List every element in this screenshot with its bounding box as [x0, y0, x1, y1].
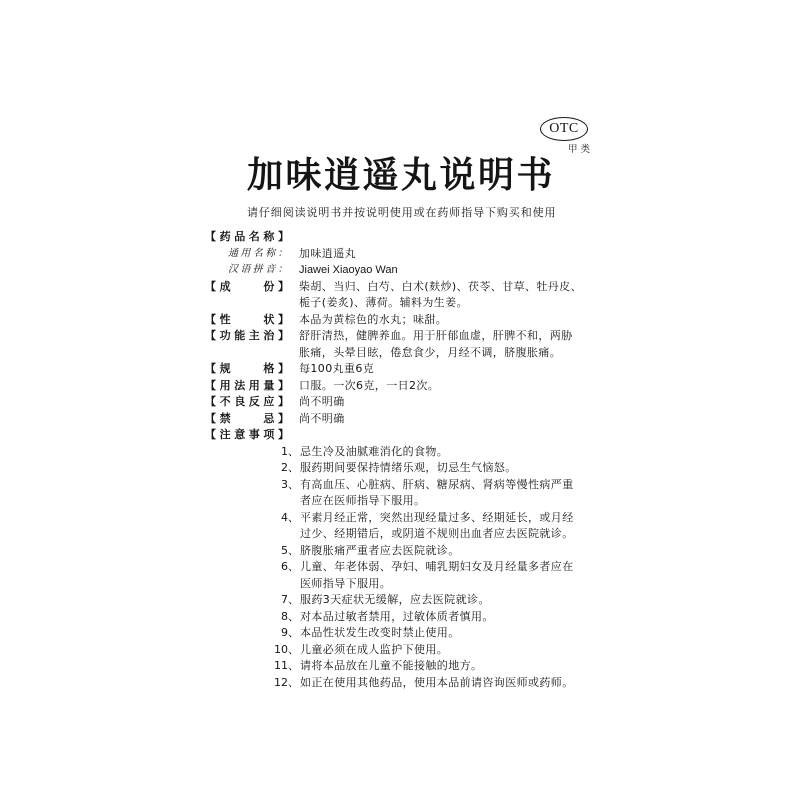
precaution-number: 2、 — [281, 461, 299, 474]
document-subtitle: 请仔细阅读说明书并按说明使用或在药师指导下购买和使用 — [247, 206, 557, 219]
precaution-item — [0, 444, 800, 461]
precaution-item — [0, 658, 800, 675]
precaution-item — [0, 675, 800, 692]
generic-name-row — [0, 246, 800, 263]
precaution-line: 服药期间要保持情绪乐观，切忌生气恼怒。 — [300, 461, 517, 474]
precaution-number: 7、 — [281, 593, 299, 606]
precaution-line: 请将本品放在儿童不能接触的地方。 — [300, 659, 483, 672]
specification-line: 每100丸重6克 — [299, 362, 375, 375]
section-indications — [0, 328, 800, 361]
precaution-line: 有高血压、心脏病、肝病、糖尿病、肾病等慢性病严重 — [300, 477, 574, 491]
generic-name-value: 加味逍遥丸 — [299, 246, 356, 260]
precaution-line: 者应在医师指导下服用。 — [300, 494, 426, 507]
otc-category: 甲类 — [568, 144, 594, 155]
pinyin-value: Jiawei Xiaoyao Wan — [299, 264, 398, 276]
precaution-number: 5、 — [281, 543, 299, 557]
precaution-line: 儿童必须在成人监护下使用。 — [300, 642, 449, 656]
precaution-number: 12、 — [274, 675, 299, 689]
section-drug-name — [0, 229, 800, 246]
precaution-item — [0, 609, 800, 626]
section-contraindications — [0, 411, 800, 428]
precaution-item — [0, 625, 800, 642]
pinyin-label: 汉语拼音： — [228, 264, 290, 275]
dosage-line: 口服。一次6克，一日2次。 — [299, 378, 440, 392]
precaution-number: 9、 — [281, 626, 299, 639]
properties-line: 本品为黄棕色的水丸；味甜。 — [299, 312, 448, 326]
precaution-line: 忌生冷及油腻难消化的食物。 — [300, 444, 449, 458]
properties-label: 【性 状】 — [205, 312, 293, 326]
precaution-line: 本品性状发生改变时禁止使用。 — [300, 626, 460, 639]
precaution-number: 11、 — [274, 659, 299, 672]
drug-name-label: 【药品名称】 — [205, 230, 293, 243]
precaution-line: 脐腹胀痛严重者应去医院就诊。 — [300, 543, 460, 557]
section-specification — [0, 361, 800, 378]
precaution-number: 1、 — [281, 444, 299, 458]
precaution-line: 服药3天症状无缓解，应去医院就诊。 — [300, 593, 490, 606]
leaflet-body — [0, 229, 800, 691]
contraindications-label: 【禁 忌】 — [205, 411, 293, 425]
adverse-reactions-line: 尚不明确 — [299, 395, 345, 408]
precaution-number: 8、 — [281, 609, 299, 623]
precaution-item — [0, 460, 800, 477]
precaution-number: 6、 — [281, 560, 299, 573]
precaution-line: 对本品过敏者禁用，过敏体质者慎用。 — [300, 609, 494, 623]
precaution-item — [0, 642, 800, 659]
generic-name-label: 通用名称： — [228, 247, 290, 259]
section-precautions — [0, 427, 800, 444]
indications-line: 胀痛，头晕目眩，倦怠食少，月经不调，脐腹胀痛。 — [299, 345, 562, 359]
section-adverse-reactions — [0, 394, 800, 411]
document-title: 加味逍遥丸说明书 — [247, 155, 556, 196]
precaution-line: 过少、经期错后，或阴道不规则出血者应去医院就诊。 — [300, 527, 574, 540]
precaution-item — [0, 510, 800, 543]
indications-line: 舒肝清热，健脾养血。用于肝郁血虚，肝脾不和，两胁 — [299, 329, 573, 342]
precaution-number: 10、 — [274, 642, 299, 656]
precaution-line: 平素月经正常，突然出现经量过多、经期延长，或月经 — [300, 510, 574, 524]
precaution-line: 如正在使用其他药品，使用本品前请咨询医师或药师。 — [300, 675, 574, 689]
precaution-item — [0, 477, 800, 510]
precaution-line: 儿童、年老体弱、孕妇、哺乳期妇女及月经量多者应在 — [300, 560, 574, 573]
precautions-label: 【注意事项】 — [205, 428, 293, 441]
ingredients-line: 栀子(姜炙)、薄荷。辅料为生姜。 — [299, 296, 468, 309]
precaution-item — [0, 592, 800, 609]
ingredients-label: 【成 份】 — [205, 279, 293, 293]
precaution-item — [0, 543, 800, 560]
precaution-number: 4、 — [281, 510, 299, 524]
section-properties — [0, 312, 800, 329]
precaution-line: 医师指导下服用。 — [300, 576, 392, 590]
section-dosage — [0, 378, 800, 395]
contraindications-line: 尚不明确 — [299, 411, 345, 425]
precaution-item — [0, 559, 800, 592]
indications-label: 【功能主治】 — [205, 329, 293, 342]
pinyin-row — [0, 262, 800, 279]
section-ingredients — [0, 279, 800, 312]
dosage-label: 【用法用量】 — [205, 378, 293, 392]
adverse-reactions-label: 【不良反应】 — [205, 395, 293, 408]
specification-label: 【规 格】 — [205, 362, 293, 375]
precaution-number: 3、 — [281, 477, 299, 491]
otc-badge: OTC — [540, 117, 588, 141]
ingredients-line: 柴胡、当归、白芍、白术(麸炒)、茯苓、甘草、牡丹皮、 — [299, 279, 582, 293]
